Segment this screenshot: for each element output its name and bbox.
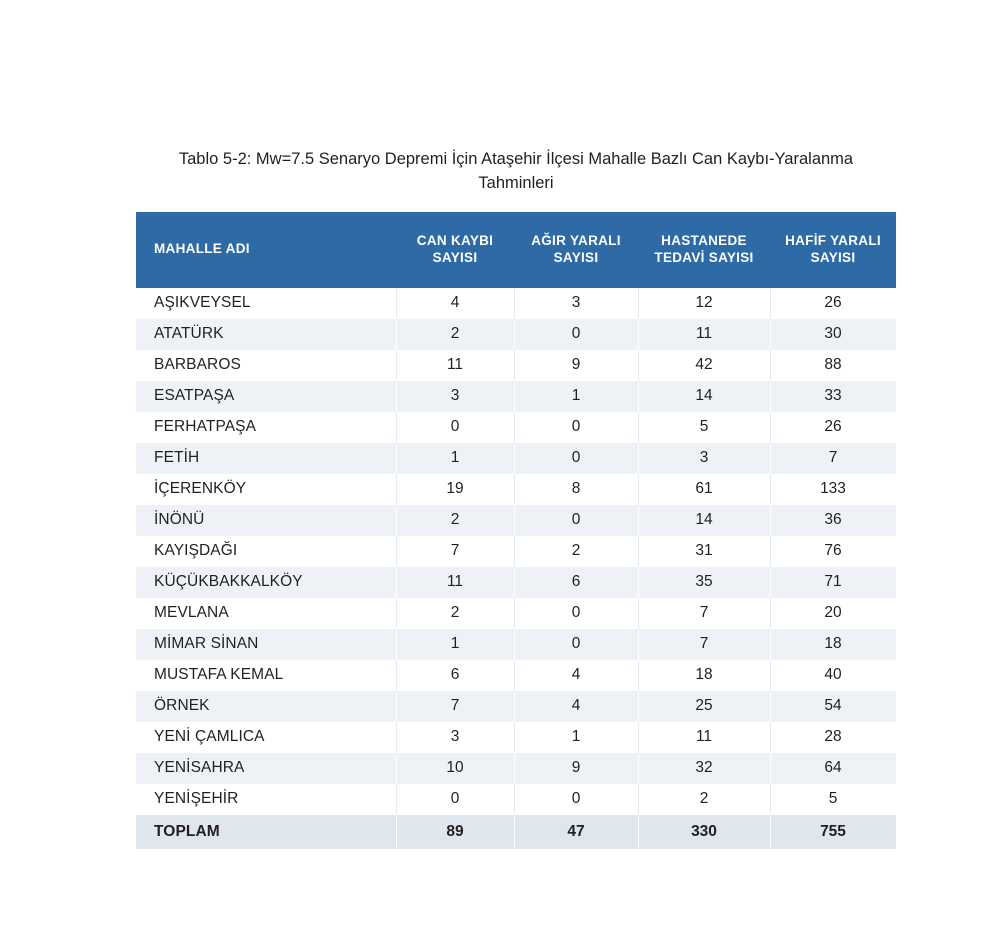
table-container	[136, 148, 896, 849]
header-line-1: HASTANEDE	[661, 232, 747, 248]
cell-hastanede-tedavi: 42	[638, 350, 770, 381]
cell-can-kaybi: 10	[396, 753, 514, 784]
cell-hastanede-tedavi: 61	[638, 474, 770, 505]
cell-hafif-yarali: 28	[770, 722, 896, 753]
header-row	[136, 212, 896, 288]
table-row	[136, 350, 896, 381]
header-line-2: SAYISI	[810, 249, 856, 265]
cell-hastanede-tedavi: 7	[638, 598, 770, 629]
cell-agir-yarali: 8	[514, 474, 638, 505]
cell-hafif-yarali: 26	[770, 288, 896, 319]
table-body	[136, 288, 896, 849]
cell-hastanede-tedavi: 32	[638, 753, 770, 784]
cell-hastanede-tedavi: 5	[638, 412, 770, 443]
cell-mahalle-adi: KAYIŞDAĞI	[136, 536, 396, 567]
header-line-2: SAYISI	[553, 249, 599, 265]
cell-hastanede-tedavi: 14	[638, 505, 770, 536]
cell-mahalle-adi: İÇERENKÖY	[136, 474, 396, 505]
table-row	[136, 381, 896, 412]
cell-can-kaybi: 2	[396, 505, 514, 536]
cell-mahalle-adi: ÖRNEK	[136, 691, 396, 722]
cell-agir-yarali: 1	[514, 381, 638, 412]
table-header	[136, 212, 896, 288]
cell-agir-yarali: 0	[514, 629, 638, 660]
cell-hastanede-tedavi: 31	[638, 536, 770, 567]
cell-hafif-yarali: 7	[770, 443, 896, 474]
table-row	[136, 474, 896, 505]
cell-agir-yarali: 2	[514, 536, 638, 567]
cell-hafif-yarali: 71	[770, 567, 896, 598]
header-line-1: AĞIR YARALI	[531, 232, 621, 248]
cell-mahalle-adi: MUSTAFA KEMAL	[136, 660, 396, 691]
table-row	[136, 536, 896, 567]
cell-total-agir-yarali: 47	[514, 815, 638, 849]
cell-hafif-yarali: 5	[770, 784, 896, 815]
cell-mahalle-adi: MEVLANA	[136, 598, 396, 629]
column-header-agir-yarali	[514, 212, 638, 288]
cell-agir-yarali: 0	[514, 412, 638, 443]
table-row	[136, 319, 896, 350]
cell-total-label: TOPLAM	[136, 815, 396, 849]
table-row	[136, 660, 896, 691]
table-row	[136, 412, 896, 443]
table-row	[136, 753, 896, 784]
cell-agir-yarali: 9	[514, 753, 638, 784]
cell-can-kaybi: 11	[396, 567, 514, 598]
cell-can-kaybi: 7	[396, 691, 514, 722]
cell-agir-yarali: 0	[514, 505, 638, 536]
cell-mahalle-adi: İNÖNÜ	[136, 505, 396, 536]
cell-can-kaybi: 1	[396, 629, 514, 660]
cell-hafif-yarali: 30	[770, 319, 896, 350]
cell-hafif-yarali: 40	[770, 660, 896, 691]
cell-hafif-yarali: 54	[770, 691, 896, 722]
cell-can-kaybi: 0	[396, 412, 514, 443]
cell-hastanede-tedavi: 35	[638, 567, 770, 598]
table-row	[136, 598, 896, 629]
cell-mahalle-adi: YENİŞEHİR	[136, 784, 396, 815]
cell-agir-yarali: 0	[514, 443, 638, 474]
cell-hastanede-tedavi: 3	[638, 443, 770, 474]
casualty-estimates-table	[136, 212, 896, 849]
cell-can-kaybi: 7	[396, 536, 514, 567]
cell-hastanede-tedavi: 12	[638, 288, 770, 319]
cell-total-can-kaybi: 89	[396, 815, 514, 849]
cell-mahalle-adi: MİMAR SİNAN	[136, 629, 396, 660]
table-row	[136, 288, 896, 319]
cell-agir-yarali: 0	[514, 784, 638, 815]
cell-can-kaybi: 19	[396, 474, 514, 505]
cell-hafif-yarali: 18	[770, 629, 896, 660]
cell-can-kaybi: 1	[396, 443, 514, 474]
cell-mahalle-adi: YENİ ÇAMLICA	[136, 722, 396, 753]
cell-hafif-yarali: 26	[770, 412, 896, 443]
column-header-hastanede-tedavi	[638, 212, 770, 288]
cell-total-hastanede-tedavi: 330	[638, 815, 770, 849]
cell-hastanede-tedavi: 7	[638, 629, 770, 660]
cell-mahalle-adi: FETİH	[136, 443, 396, 474]
cell-hafif-yarali: 133	[770, 474, 896, 505]
cell-mahalle-adi: ATATÜRK	[136, 319, 396, 350]
cell-mahalle-adi: KÜÇÜKBAKKALKÖY	[136, 567, 396, 598]
cell-hafif-yarali: 64	[770, 753, 896, 784]
cell-total-hafif-yarali: 755	[770, 815, 896, 849]
cell-agir-yarali: 0	[514, 319, 638, 350]
cell-hafif-yarali: 33	[770, 381, 896, 412]
cell-agir-yarali: 4	[514, 660, 638, 691]
table-row	[136, 691, 896, 722]
table-row	[136, 629, 896, 660]
cell-mahalle-adi: YENİSAHRA	[136, 753, 396, 784]
header-line-2: TEDAVİ SAYISI	[654, 249, 754, 265]
cell-can-kaybi: 3	[396, 381, 514, 412]
table-row	[136, 443, 896, 474]
table-row	[136, 784, 896, 815]
header-line-1: CAN KAYBI	[416, 232, 494, 248]
cell-can-kaybi: 2	[396, 598, 514, 629]
header-line-1: HAFİF YARALI	[785, 232, 881, 248]
cell-agir-yarali: 4	[514, 691, 638, 722]
cell-hastanede-tedavi: 11	[638, 319, 770, 350]
cell-can-kaybi: 2	[396, 319, 514, 350]
cell-can-kaybi: 11	[396, 350, 514, 381]
cell-hafif-yarali: 20	[770, 598, 896, 629]
header-line-2: SAYISI	[432, 249, 478, 265]
table-row	[136, 722, 896, 753]
table-row	[136, 505, 896, 536]
table-row	[136, 567, 896, 598]
header-line-1: MAHALLE ADI	[154, 241, 250, 257]
cell-can-kaybi: 0	[396, 784, 514, 815]
cell-can-kaybi: 4	[396, 288, 514, 319]
cell-hafif-yarali: 76	[770, 536, 896, 567]
column-header-mahalle-adi	[136, 212, 396, 288]
cell-mahalle-adi: BARBAROS	[136, 350, 396, 381]
cell-mahalle-adi: ESATPAŞA	[136, 381, 396, 412]
column-header-hafif-yarali	[770, 212, 896, 288]
table-total-row	[136, 815, 896, 849]
cell-agir-yarali: 0	[514, 598, 638, 629]
cell-mahalle-adi: FERHATPAŞA	[136, 412, 396, 443]
cell-hastanede-tedavi: 25	[638, 691, 770, 722]
cell-hafif-yarali: 36	[770, 505, 896, 536]
cell-hastanede-tedavi: 18	[638, 660, 770, 691]
cell-mahalle-adi: AŞIKVEYSEL	[136, 288, 396, 319]
cell-agir-yarali: 9	[514, 350, 638, 381]
column-header-can-kaybi	[396, 212, 514, 288]
cell-agir-yarali: 1	[514, 722, 638, 753]
cell-can-kaybi: 3	[396, 722, 514, 753]
table-caption: Tablo 5-2: Mw=7.5 Senaryo Depremi İçin Ataşehir İlçesi Mahalle Bazlı Can Kaybı-Yaralanma Tahminleri	[178, 150, 854, 192]
cell-hastanede-tedavi: 2	[638, 784, 770, 815]
cell-can-kaybi: 6	[396, 660, 514, 691]
cell-hafif-yarali: 88	[770, 350, 896, 381]
cell-hastanede-tedavi: 11	[638, 722, 770, 753]
cell-hastanede-tedavi: 14	[638, 381, 770, 412]
cell-agir-yarali: 6	[514, 567, 638, 598]
cell-agir-yarali: 3	[514, 288, 638, 319]
